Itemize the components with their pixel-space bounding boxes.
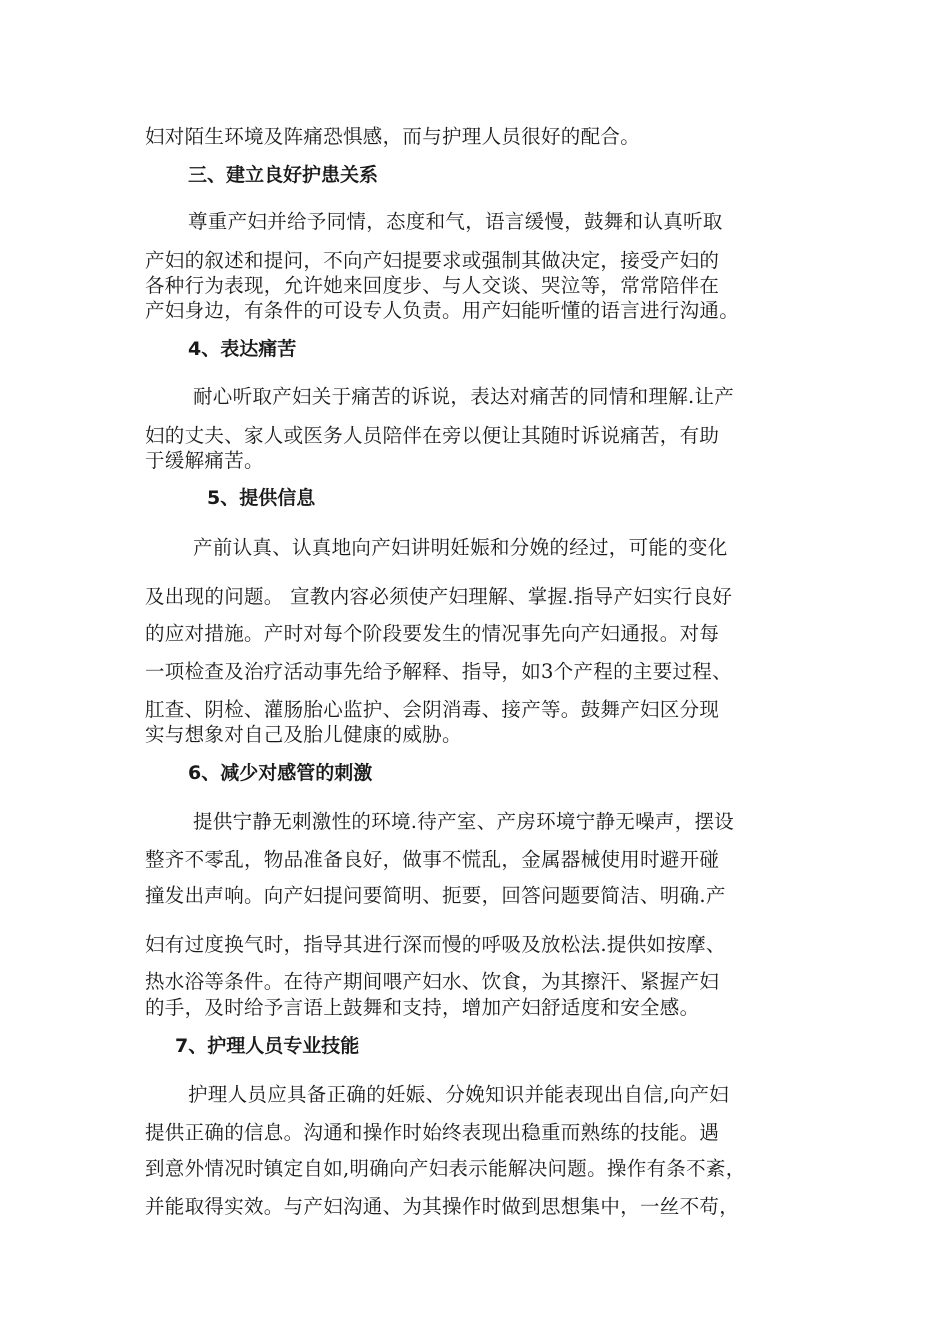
paragraph-line: 及出现的问题。 宣教内容必须使产妇理解、掌握.指导产妇实行良好	[145, 585, 733, 608]
section-heading: 4、表达痛苦	[188, 338, 297, 360]
paragraph-line: 妇对陌生环境及阵痛恐惧感，而与护理人员很好的配合。	[145, 125, 641, 148]
paragraph-line: 产前认真、认真地向产妇讲明妊娠和分娩的经过，可能的变化	[193, 536, 728, 559]
paragraph-line: 护理人员应具备正确的妊娠、分娩知识并能表现出自信,向产妇	[188, 1083, 730, 1106]
paragraph-line: 整齐不零乱，物品准备良好，做事不慌乱，金属器械使用时避开碰	[145, 848, 720, 871]
paragraph-line: 提供宁静无刺激性的环境.待产室、产房环境宁静无噪声，摆设	[193, 810, 735, 833]
paragraph-line: 于缓解痛苦。	[145, 449, 264, 472]
paragraph-line: 产妇的叙述和提问，不向产妇提要求或强制其做决定，接受产妇的	[145, 249, 720, 272]
paragraph-line: 妇的丈夫、家人或医务人员陪伴在旁以便让其随时诉说痛苦，有助	[145, 424, 720, 447]
paragraph-line: 到意外情况时镇定自如,明确向产妇表示能解决问题。操作有条不紊，	[145, 1157, 746, 1180]
paragraph-line: 一项检查及治疗活动事先给予解释、指导，如3个产程的主要过程、	[145, 660, 732, 683]
paragraph-line: 妇有过度换气时，指导其进行深而慢的呼吸及放松法.提供如按摩、	[145, 933, 726, 956]
section-heading: 7、护理人员专业技能	[175, 1035, 360, 1057]
paragraph-line: 各种行为表现，允许她来回度步、与人交谈、哭泣等，常常陪伴在	[145, 274, 720, 297]
paragraph-line: 尊重产妇并给予同情，态度和气，语言缓慢，鼓舞和认真听取	[188, 210, 723, 233]
section-heading: 三、建立良好护患关系	[188, 164, 379, 186]
paragraph-line: 撞发出声响。向产妇提问要简明、扼要，回答问题要简洁、明确.产	[145, 884, 726, 907]
paragraph-line: 耐心听取产妇关于痛苦的诉说，表达对痛苦的同情和理解.让产	[193, 385, 735, 408]
section-heading: 5、提供信息	[207, 487, 316, 509]
paragraph-line: 的应对措施。产时对每个阶段要发生的情况事先向产妇通报。对每	[145, 622, 720, 645]
paragraph-line: 产妇身边，有条件的可设专人负责。用产妇能听懂的语言进行沟通。	[145, 299, 740, 322]
paragraph-line: 热水浴等条件。在待产期间喂产妇水、饮食，为其擦汗、紧握产妇	[145, 970, 720, 993]
paragraph-line: 实与想象对自己及胎儿健康的威胁。	[145, 723, 462, 746]
paragraph-line: 并能取得实效。与产妇沟通、为其操作时做到思想集中，一丝不苟，	[145, 1195, 740, 1218]
paragraph-line: 的手，及时给予言语上鼓舞和支持，增加产妇舒适度和安全感。	[145, 996, 700, 1019]
section-heading: 6、减少对感管的刺激	[188, 762, 373, 784]
paragraph-line: 肛查、阴检、灌肠胎心监护、会阴消毒、接产等。鼓舞产妇区分现	[145, 698, 720, 721]
paragraph-line: 提供正确的信息。沟通和操作时始终表现出稳重而熟练的技能。遇	[145, 1121, 720, 1144]
